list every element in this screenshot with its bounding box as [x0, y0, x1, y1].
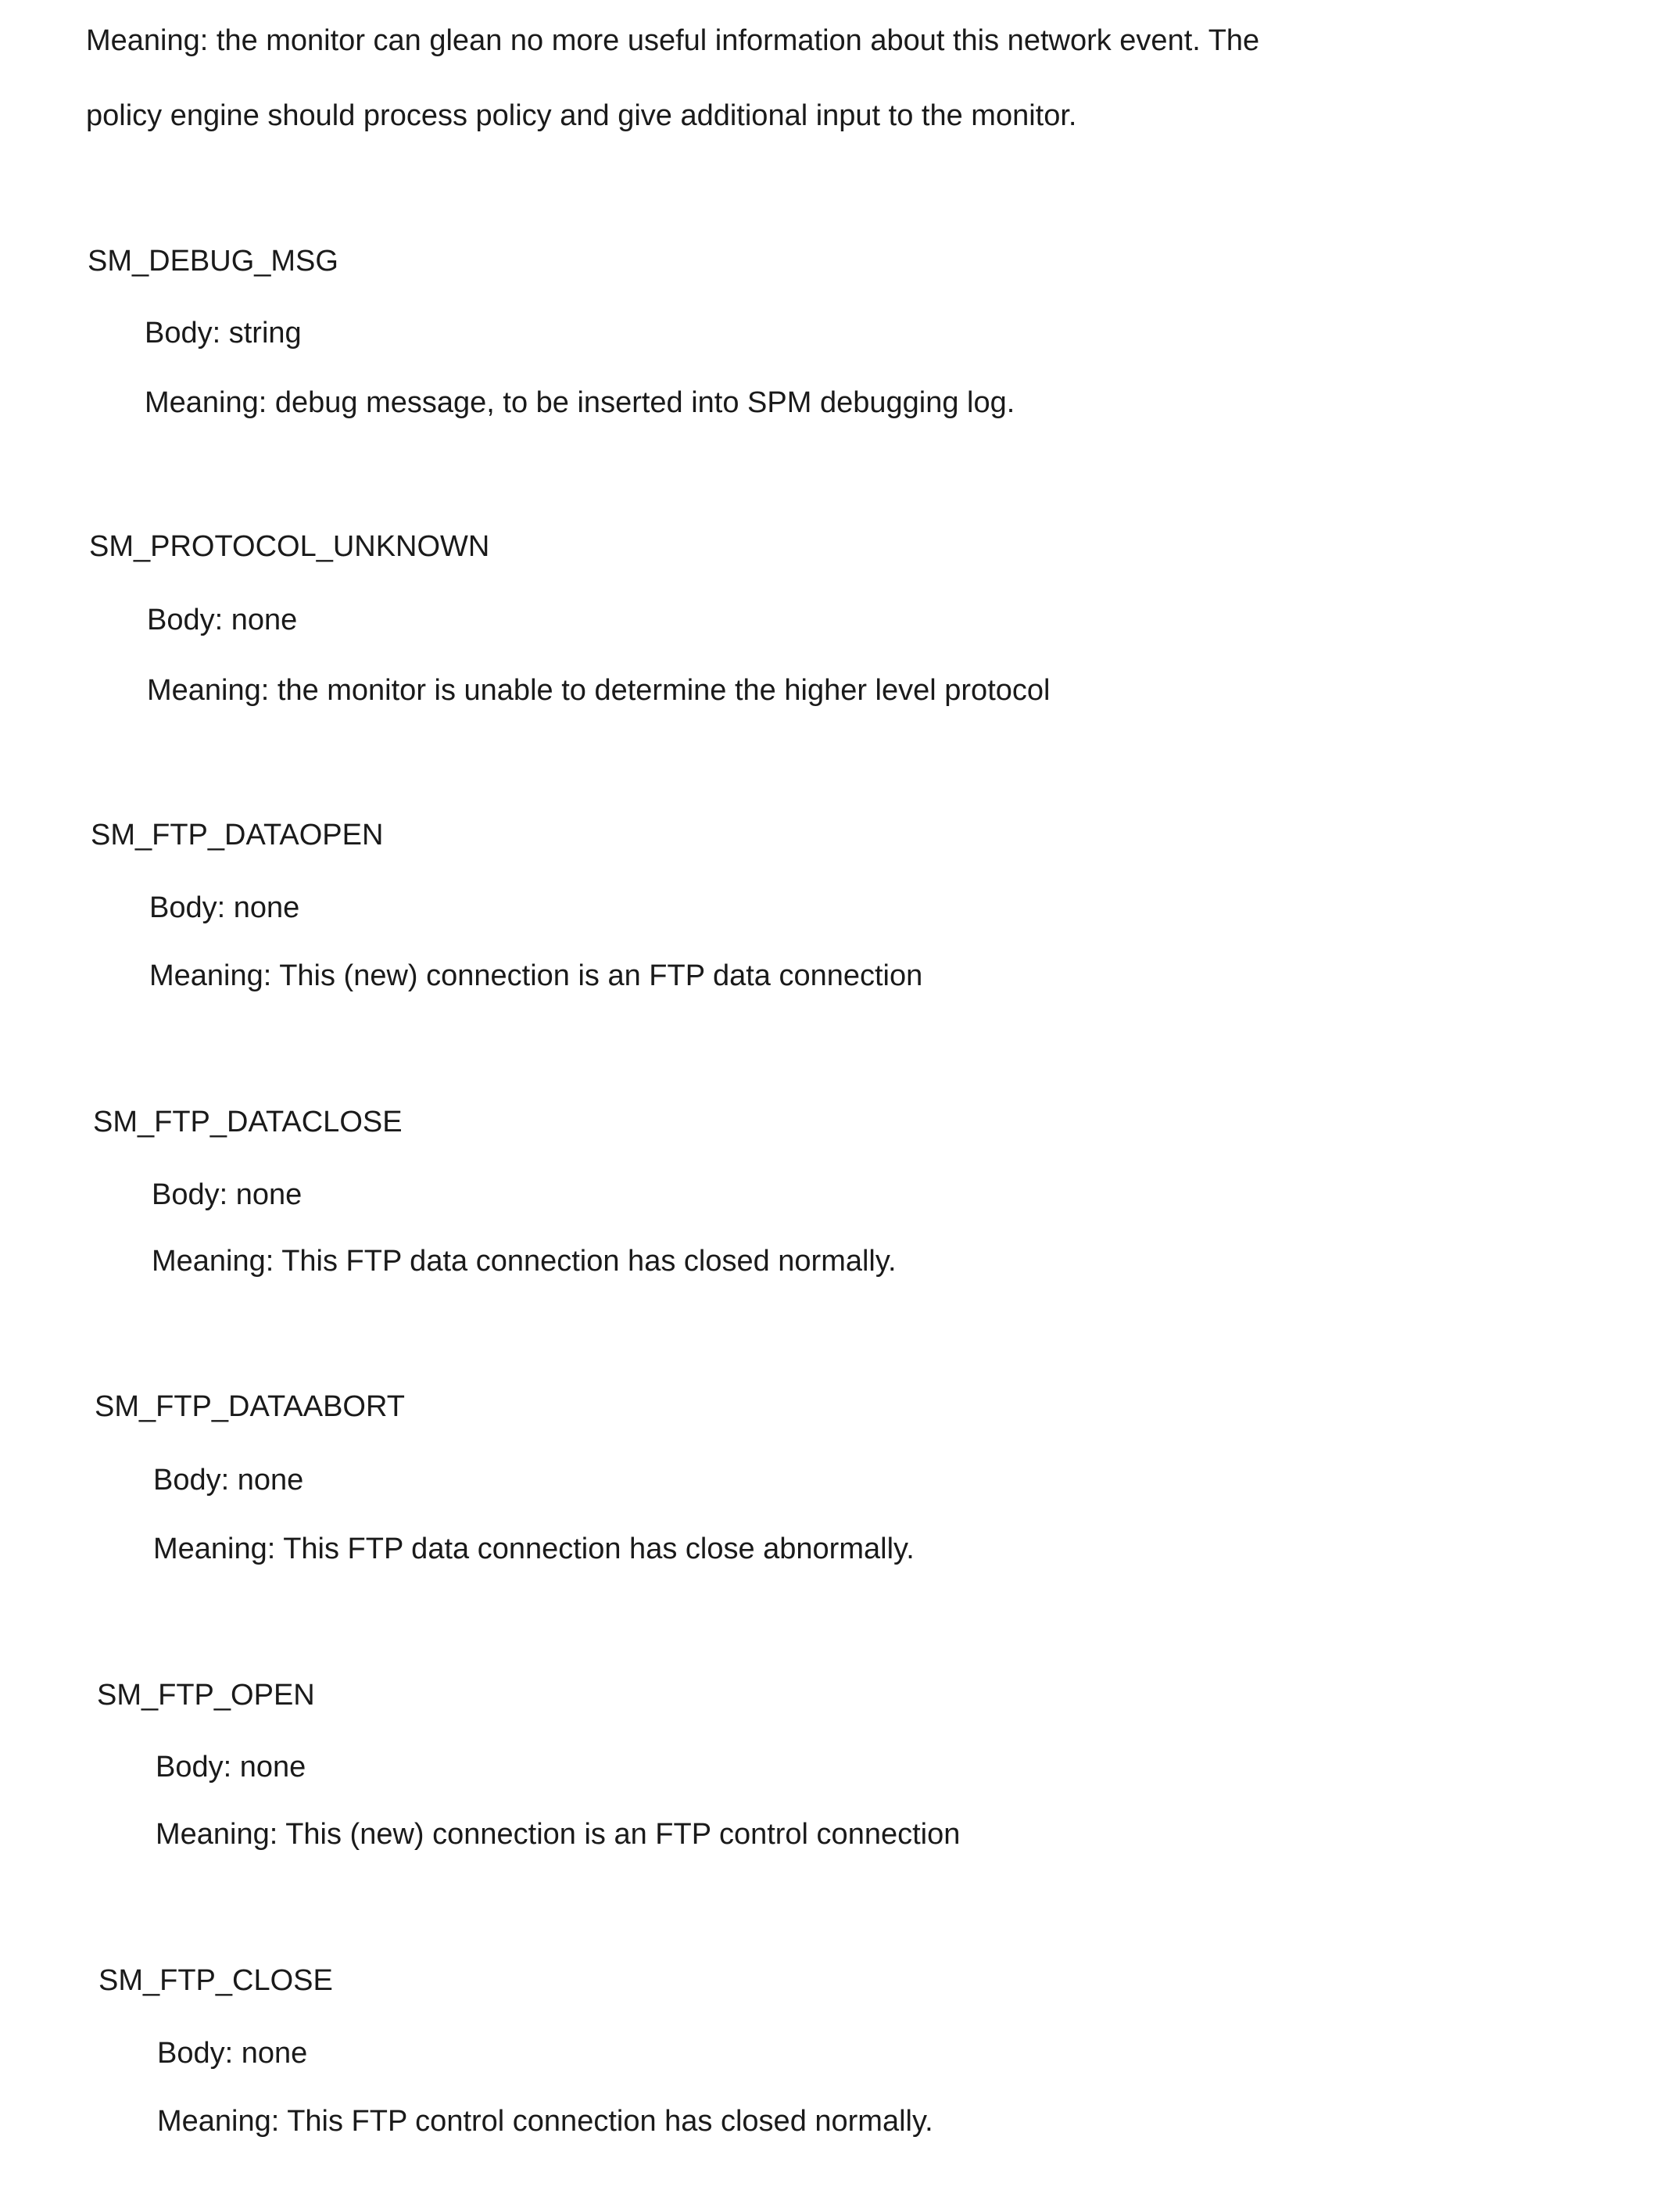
entry-body: Body: none: [157, 2036, 307, 2070]
entry-name: SM_FTP_DATACLOSE: [93, 1105, 403, 1139]
entry-meaning: Meaning: This (new) connection is an FTP data connection: [149, 959, 922, 993]
entry-body: Body: string: [145, 316, 302, 350]
entry-meaning: Meaning: This (new) connection is an FTP control connection: [156, 1817, 960, 1852]
entry-body: Body: none: [147, 603, 297, 637]
entry-meaning: Meaning: the monitor is unable to determine the higher level protocol: [147, 673, 1050, 708]
entry-name: SM_DEBUG_MSG: [88, 244, 338, 278]
entry-meaning: Meaning: This FTP control connection has closed normally.: [157, 2104, 933, 2139]
entry-meaning: Meaning: This FTP data connection has close abnormally.: [153, 1532, 915, 1566]
entry-body: Body: none: [152, 1178, 302, 1212]
entry-meaning: Meaning: debug message, to be inserted into SPM debugging log.: [145, 385, 1015, 420]
entry-meaning: Meaning: This FTP data connection has closed normally.: [152, 1244, 897, 1278]
entry-name: SM_FTP_DATAABORT: [95, 1389, 405, 1424]
entry-name: SM_FTP_OPEN: [97, 1678, 315, 1712]
entry-body: Body: none: [156, 1750, 306, 1784]
entry-name: SM_FTP_DATAOPEN: [91, 818, 383, 852]
intro-line-2: policy engine should process policy and give additional input to the monitor.: [86, 99, 1076, 133]
entry-body: Body: none: [149, 891, 299, 925]
entry-body: Body: none: [153, 1463, 303, 1497]
intro-line-1: Meaning: the monitor can glean no more useful information about this network event. The: [86, 23, 1259, 58]
entry-name: SM_PROTOCOL_UNKNOWN: [89, 529, 489, 564]
entry-name: SM_FTP_CLOSE: [98, 1963, 333, 1998]
